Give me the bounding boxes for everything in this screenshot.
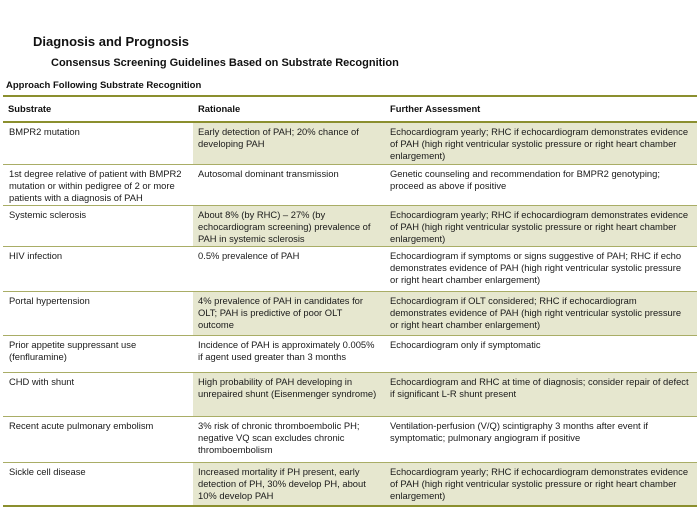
table-row: [3, 372, 697, 416]
further-assessment-cell: Echocardiogram yearly; RHC if echocardiogram demonstrates evidence of PAH (high right ventricular systolic pressure or right heart chamber enlargement): [385, 122, 697, 164]
rationale-cell: High probability of PAH developing in unrepaired shunt (Eisenmenger syndrome): [193, 372, 385, 416]
rationale-cell: 3% risk of chronic thromboembolic PH; negative VQ scan excludes chronic thromboembolism: [193, 416, 385, 462]
further-assessment-cell: Echocardiogram only if symptomatic: [385, 335, 697, 372]
substrate-cell: HIV infection: [3, 246, 193, 291]
rationale-cell: Increased mortality if PH present, early detection of PH, 30% develop PH, about 10% develop PAH: [193, 462, 385, 506]
table-row: [3, 291, 697, 335]
table-row: [3, 122, 697, 164]
substrate-cell: Systemic sclerosis: [3, 205, 193, 246]
rationale-cell: About 8% (by RHC) – 27% (by echocardiogram screening) prevalence of PAH in systemic sclerosis: [193, 205, 385, 246]
page-title: Diagnosis and Prognosis: [33, 34, 190, 49]
further-assessment-cell: Genetic counseling and recommendation for BMPR2 genotyping; proceed as above if positive: [385, 164, 697, 205]
column-header-substrate: Substrate: [3, 96, 193, 122]
substrate-cell: Recent acute pulmonary embolism: [3, 416, 193, 462]
further-assessment-cell: Echocardiogram yearly; RHC if echocardiogram demonstrates evidence of PAH (high right ventricular systolic pressure or right heart chamber enlargement): [385, 205, 697, 246]
table-row: [3, 462, 697, 506]
further-assessment-cell: Echocardiogram and RHC at time of diagnosis; consider repair of defect if significant L-R shunt present: [385, 372, 697, 416]
rationale-cell: Incidence of PAH is approximately 0.005% if agent used greater than 3 months: [193, 335, 385, 372]
substrate-cell: Portal hypertension: [3, 291, 193, 335]
further-assessment-cell: Ventilation-perfusion (V/Q) scintigraphy 3 months after event if symptomatic; pulmonary angiogram if positive: [385, 416, 697, 462]
table-row: [3, 335, 697, 372]
rationale-cell: 4% prevalence of PAH in candidates for OLT; PAH is predictive of poor OLT outcome: [193, 291, 385, 335]
substrate-cell: Prior appetite suppressant use (fenfluramine): [3, 335, 193, 372]
table-row: [3, 205, 697, 246]
rationale-cell: Autosomal dominant transmission: [193, 164, 385, 205]
column-header-further-assessment: Further Assessment: [385, 96, 697, 122]
column-header-rationale: Rationale: [193, 96, 385, 122]
substrate-cell: CHD with shunt: [3, 372, 193, 416]
table-row: [3, 416, 697, 462]
table-header-row: [3, 96, 697, 122]
rationale-cell: Early detection of PAH; 20% chance of developing PAH: [193, 122, 385, 164]
substrate-cell: 1st degree relative of patient with BMPR2 mutation or within pedigree of 2 or more patients with a diagnosis of PAH: [3, 164, 193, 205]
further-assessment-cell: Echocardiogram yearly; RHC if echocardiogram demonstrates evidence of PAH (high right ventricular systolic pressure or right heart chamber enlargement): [385, 462, 697, 506]
further-assessment-cell: Echocardiogram if OLT considered; RHC if echocardiogram demonstrates evidence of PAH (high right ventricular systolic pressure or right heart chamber enlargement): [385, 291, 697, 335]
substrate-cell: Sickle cell disease: [3, 462, 193, 506]
screening-guidelines-table: [3, 95, 697, 507]
table-row: [3, 164, 697, 205]
substrate-cell: BMPR2 mutation: [3, 122, 193, 164]
further-assessment-cell: Echocardiogram if symptoms or signs suggestive of PAH; RHC if echo demonstrates evidence of PAH (high right ventricular systolic pressure or right heart chamber enlargement): [385, 246, 697, 291]
section-label: Approach Following Substrate Recognition: [6, 80, 202, 91]
page-subtitle: Consensus Screening Guidelines Based on Substrate Recognition: [51, 57, 399, 69]
table-row: [3, 246, 697, 291]
rationale-cell: 0.5% prevalence of PAH: [193, 246, 385, 291]
